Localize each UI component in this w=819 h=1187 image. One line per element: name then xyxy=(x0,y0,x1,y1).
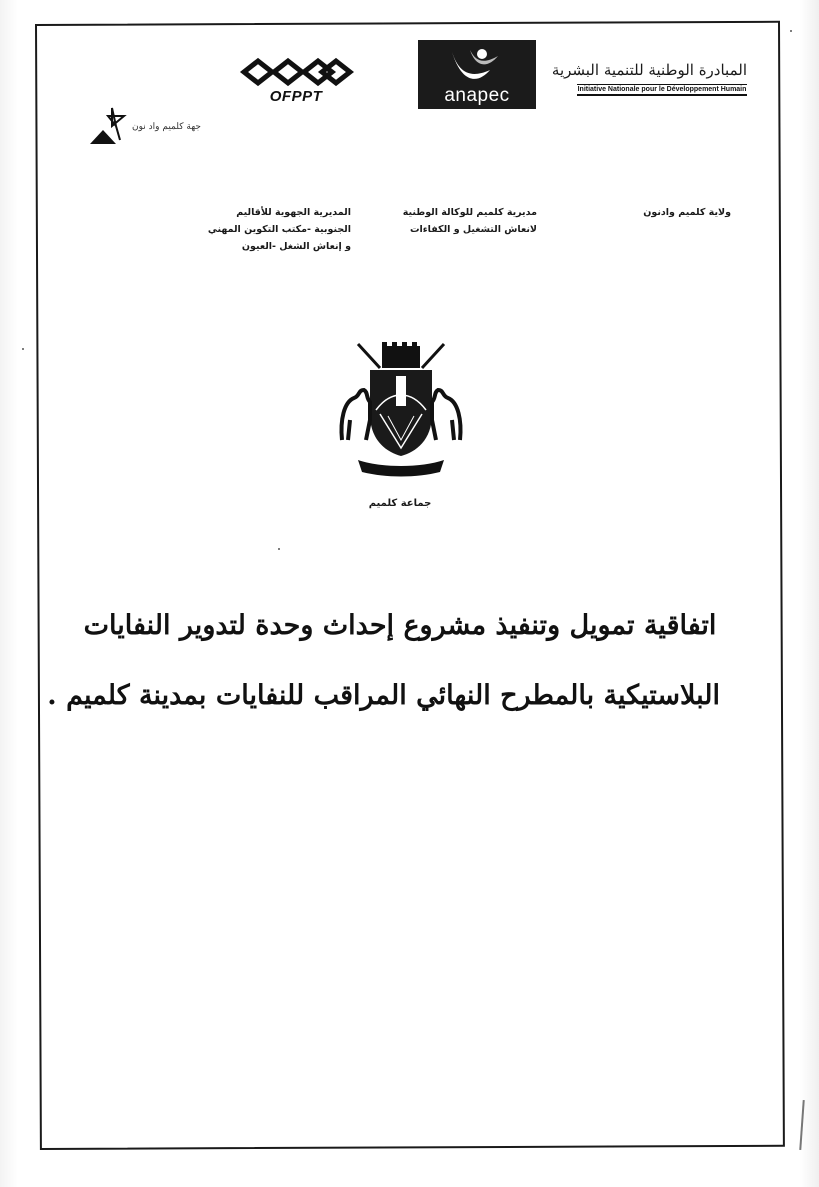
header-wilaya-text: ولاية كلميم وادنون xyxy=(643,207,731,218)
region-logo xyxy=(86,104,201,150)
header-anapec-direction xyxy=(403,204,537,238)
emblem-caption: جماعة كلميم xyxy=(368,498,432,509)
header-anapec-line-1: مديرية كلميم للوكالة الوطنية xyxy=(402,207,537,218)
indh-logo xyxy=(551,60,747,110)
indh-logo-arabic: المبادرة الوطنية للتنمية البشرية xyxy=(551,61,747,79)
header-ofppt-line-3: و إنعاش الشغل -العيون xyxy=(241,241,351,252)
star-emblem-icon xyxy=(86,104,132,150)
guelmim-commune-emblem-icon xyxy=(336,340,466,480)
header-wilaya xyxy=(643,204,731,221)
scan-speck xyxy=(22,348,24,350)
region-logo-text: جهة كلميم واد نون xyxy=(132,122,201,132)
page-border-frame xyxy=(35,21,785,1150)
ofppt-logo-text: OFPPT xyxy=(269,88,323,105)
anapec-logo xyxy=(418,40,536,109)
header-anapec-line-2: لانعاش التشغيل و الكفاءات xyxy=(409,224,537,235)
header-ofppt-line-2: الجنوبية -مكتب التكوين المهني xyxy=(207,224,351,235)
ofppt-chain-icon xyxy=(238,56,354,88)
anapec-logo-text: anapec xyxy=(444,85,510,106)
header-ofppt-direction xyxy=(208,204,351,255)
document-title-line-1: اتفاقية تمويل وتنفيذ مشروع إحداث وحدة لتدوير النفايات xyxy=(83,610,717,641)
document-title-line-2: البلاستيكية بالمطرح النهائي المراقب للنفايات بمدينة كلميم . xyxy=(47,680,720,711)
header-ofppt-line-1: المديرية الجهوية للأقاليم xyxy=(236,207,351,218)
scan-speck xyxy=(278,548,280,550)
ofppt-logo xyxy=(238,56,354,106)
scan-speck xyxy=(790,30,792,32)
indh-logo-french: Initiative Nationale pour le Développement Humain xyxy=(577,84,747,96)
